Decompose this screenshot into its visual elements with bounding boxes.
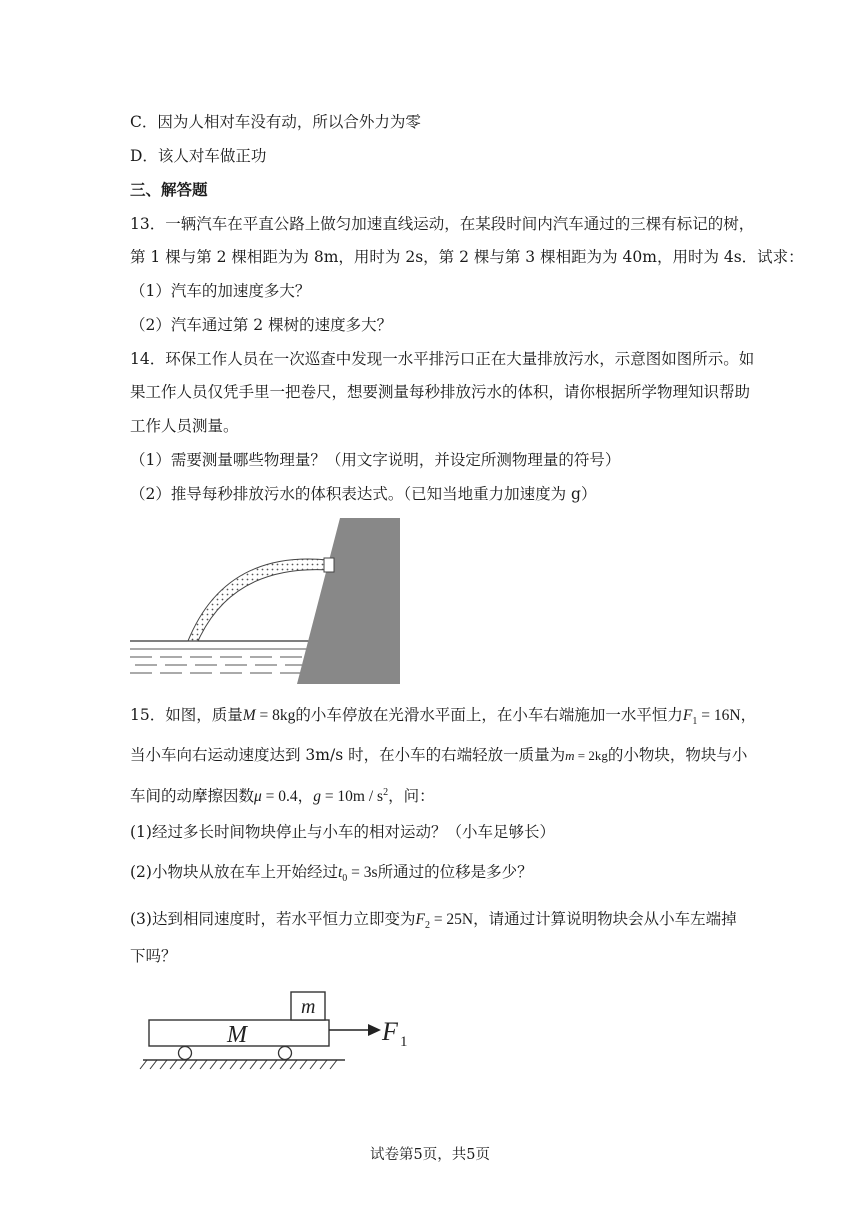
wall [297,518,400,684]
formula-mass-m: m = 2kg [565,748,608,763]
formula-mu: μ = 0.4 [254,788,298,806]
option-c: C．因为人相对车没有动，所以合外力为零 [130,113,421,131]
label-M: M [227,1022,247,1048]
q15-line-7: 下吗？ [130,947,177,965]
formula-force-F2: $F_2 = 25N$ [415,911,474,932]
label-F1-subscript: 1 [400,1034,408,1050]
water-jet [188,559,330,641]
q13-line-1: 13．一辆汽车在平直公路上做匀加速直线运动，在某段时间内汽车通过的三棵有标记的树， [130,215,755,233]
q13-line-3: （1）汽车的加速度多大？ [130,282,311,300]
section-heading: 三、解答题 [130,180,208,199]
q13-line-4: （2）汽车通过第 2 棵树的速度多大？ [130,316,393,334]
label-m: m [301,996,316,1018]
sewage-outlet-figure [130,512,410,690]
q14-line-3: 工作人员测量。 [130,417,239,435]
q15-line-4: (1)经过多长时间物块停止与小车的相对运动？（小车足够长） [130,823,555,841]
formula-g: $g = 10m / s^2$ [313,787,389,806]
q15-line-5: (2)小物块从放在车上开始经过$t_0 = 3s$所通过的位移是多少？ [130,863,533,885]
q14-line-1: 14．环保工作人员在一次巡查中发现一水平排污口正在大量排放污水，示意图如图所示。如 [130,350,755,368]
q15-line-3: 车间的动摩擦因数μ = 0.4，$g = 10m / s^2$，问： [130,787,435,806]
water-surface [130,641,315,673]
label-F1: F [382,1017,398,1046]
page-footer: 试卷第5页，共5页 [370,1147,490,1163]
wheels [179,1047,292,1060]
q15-line-2: 当小车向右运动速度达到 3m/s 时，在小车的右端轻放一质量为m = 2kg的小物块，物块与小 [130,746,748,764]
q15-line-6: (3)达到相同速度时，若水平恒力立即变为$F_2 = 25N$，请通过计算说明物块会从小车左端掉 [130,910,737,932]
option-d: D．该人对车做正功 [130,147,267,165]
force-arrow [329,1017,408,1050]
q14-line-4: （1）需要测量哪些物理量？（用文字说明，并设定所测物理量的符号） [130,451,621,469]
formula-mass-M: M = 8kg [242,707,296,724]
outlet-pipe [324,558,334,572]
ground [140,1060,345,1069]
q14-line-2: 果工作人员仅凭手里一把卷尺，想要测量每秒排放污水的体积，请你根据所学物理知识帮助 [130,383,751,401]
formula-t0: $t_0 = 3s$ [337,864,378,885]
cart [149,1020,329,1048]
q15-line-1: 15．如图，质量M = 8kg的小车停放在光滑水平面上，在小车右端施加一水平恒力$F_1 = 16N$， [130,706,757,728]
q14-line-5: （2）推导每秒排放污水的体积表达式。（已知当地重力加速度为 g） [130,485,597,503]
cart-block-figure [135,985,425,1077]
block [291,992,325,1020]
formula-force-F1: $F_1 = 16N$ [682,707,741,728]
q13-line-2: 第 1 棵与第 2 棵相距为为 8m，用时为 2s，第 2 棵与第 3 棵相距为为 40m，用时为 4s．试求： [130,248,804,266]
